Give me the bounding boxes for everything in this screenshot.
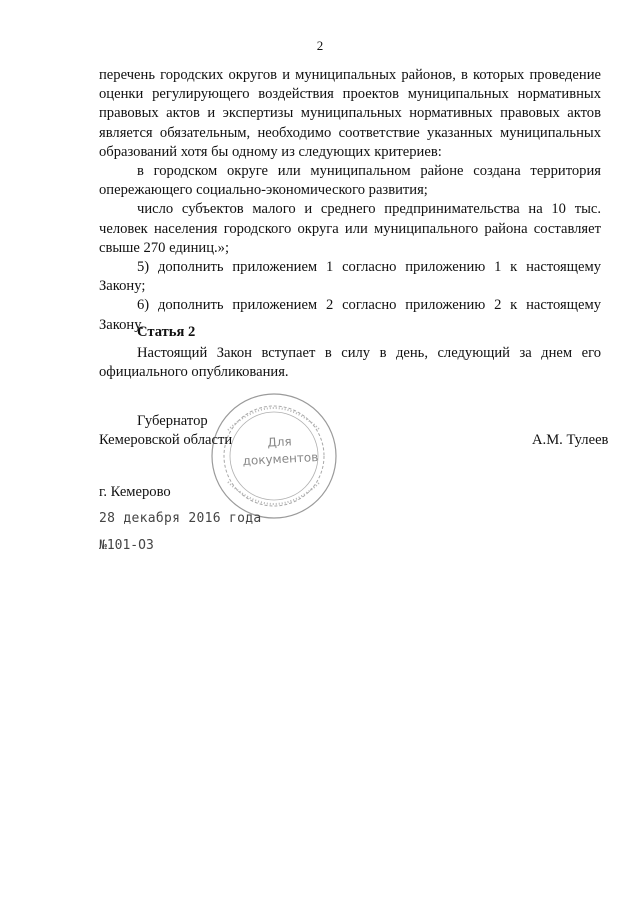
paragraph-list-intro: перечень городских округов и муниципальных районов, в которых проведение оценки регулирующего воздействия проектов муниципальных нормативных правовых актов и экспертизы муниципальных нормативных правовых актов является обязательным, необходимо соответствие указанных муниципальных образований хотя бы одному из следующих критериев: [99, 67, 601, 160]
article-body [99, 344, 601, 382]
article-text: Настоящий Закон вступает в силу в день, следующий за днем его официального опубликования. [99, 345, 601, 381]
signatory-title-line1: Губернатор [137, 413, 208, 429]
seal-text-line1: Для [267, 434, 293, 450]
article-heading: Статья 2 [137, 324, 196, 340]
paragraph-criterion-2: число субъектов малого и среднего предпринимательства на 10 тыс. человек населения городского округа или муниципального района составляет свыше 270 единиц.»; [99, 201, 601, 256]
seal-text-line2: документов [242, 450, 319, 468]
signing-date: 28 декабря 2016 года [99, 511, 262, 526]
paragraph-criterion-1: в городском округе или муниципальном районе создана территория опережающего социально-экономического развития; [99, 163, 601, 199]
page-number: 2 [316, 38, 324, 53]
paragraph-item-6: 6) дополнить приложением 2 согласно приложению 2 к настоящему Закону. [99, 297, 601, 333]
paragraph-item-5: 5) дополнить приложением 1 согласно приложению 1 к настоящему Закону; [99, 259, 601, 295]
document-body [99, 66, 601, 335]
seal-inscription [234, 432, 326, 471]
signatory-name: А.М. Тулеев [532, 432, 609, 448]
city-of-signing: г. Кемерово [99, 484, 171, 500]
law-number: №101-ОЗ [99, 538, 154, 553]
signatory-title-line2: Кемеровской области [99, 432, 233, 448]
